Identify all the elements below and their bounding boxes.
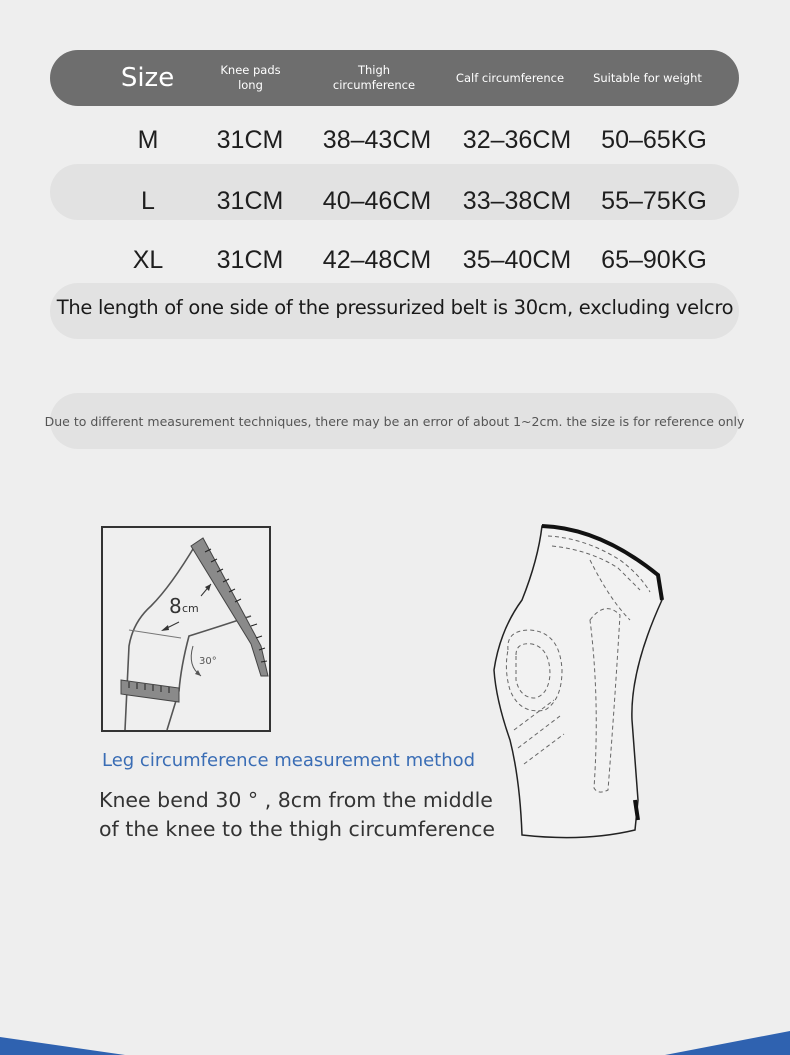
row-calf: 33–38CM xyxy=(462,186,572,215)
row-thigh: 38–43CM xyxy=(322,125,432,154)
table-row xyxy=(0,181,790,221)
header-calf-circumference: Calf circumference xyxy=(455,70,565,85)
header-size: Size xyxy=(120,62,175,93)
row-length: 31CM xyxy=(216,186,284,215)
row-size: M xyxy=(137,125,159,154)
row-thigh: 42–48CM xyxy=(322,245,432,274)
measurement-disclaimer: Due to different measurement techniques, there may be an error of about 1~2cm. the size is for reference only xyxy=(50,393,739,449)
table-row xyxy=(0,240,790,280)
row-weight: 55–75KG xyxy=(601,186,707,215)
distance-unit: cm xyxy=(182,602,199,615)
header-knee-pads-long: Knee pads long xyxy=(220,63,281,92)
row-length: 31CM xyxy=(216,245,284,274)
distance-label: 8 xyxy=(169,594,182,618)
row-size: L xyxy=(141,186,155,215)
measurement-method-description: Knee bend 30 ° , 8cm from the middle of the knee to the thigh circumference xyxy=(99,788,496,841)
row-weight: 65–90KG xyxy=(601,245,707,274)
size-table-header xyxy=(50,50,739,106)
row-thigh: 40–46CM xyxy=(322,186,432,215)
row-length: 31CM xyxy=(216,125,284,154)
row-calf: 32–36CM xyxy=(462,125,572,154)
table-row xyxy=(0,120,790,160)
row-calf: 35–40CM xyxy=(462,245,572,274)
header-thigh-circumference: Thigh circumference xyxy=(332,63,416,92)
row-size: XL xyxy=(132,245,164,274)
bottom-left-accent xyxy=(0,1027,125,1055)
angle-label: 30° xyxy=(199,656,217,667)
row-weight: 50–65KG xyxy=(601,125,707,154)
belt-length-note: The length of one side of the pressurized belt is 30cm, excluding velcro xyxy=(56,296,734,319)
header-suitable-weight: Suitable for weight xyxy=(593,70,702,85)
leg-measurement-illustration xyxy=(101,526,271,732)
bottom-right-accent xyxy=(665,1027,790,1055)
measurement-method-title: Leg circumference measurement method xyxy=(102,750,476,771)
